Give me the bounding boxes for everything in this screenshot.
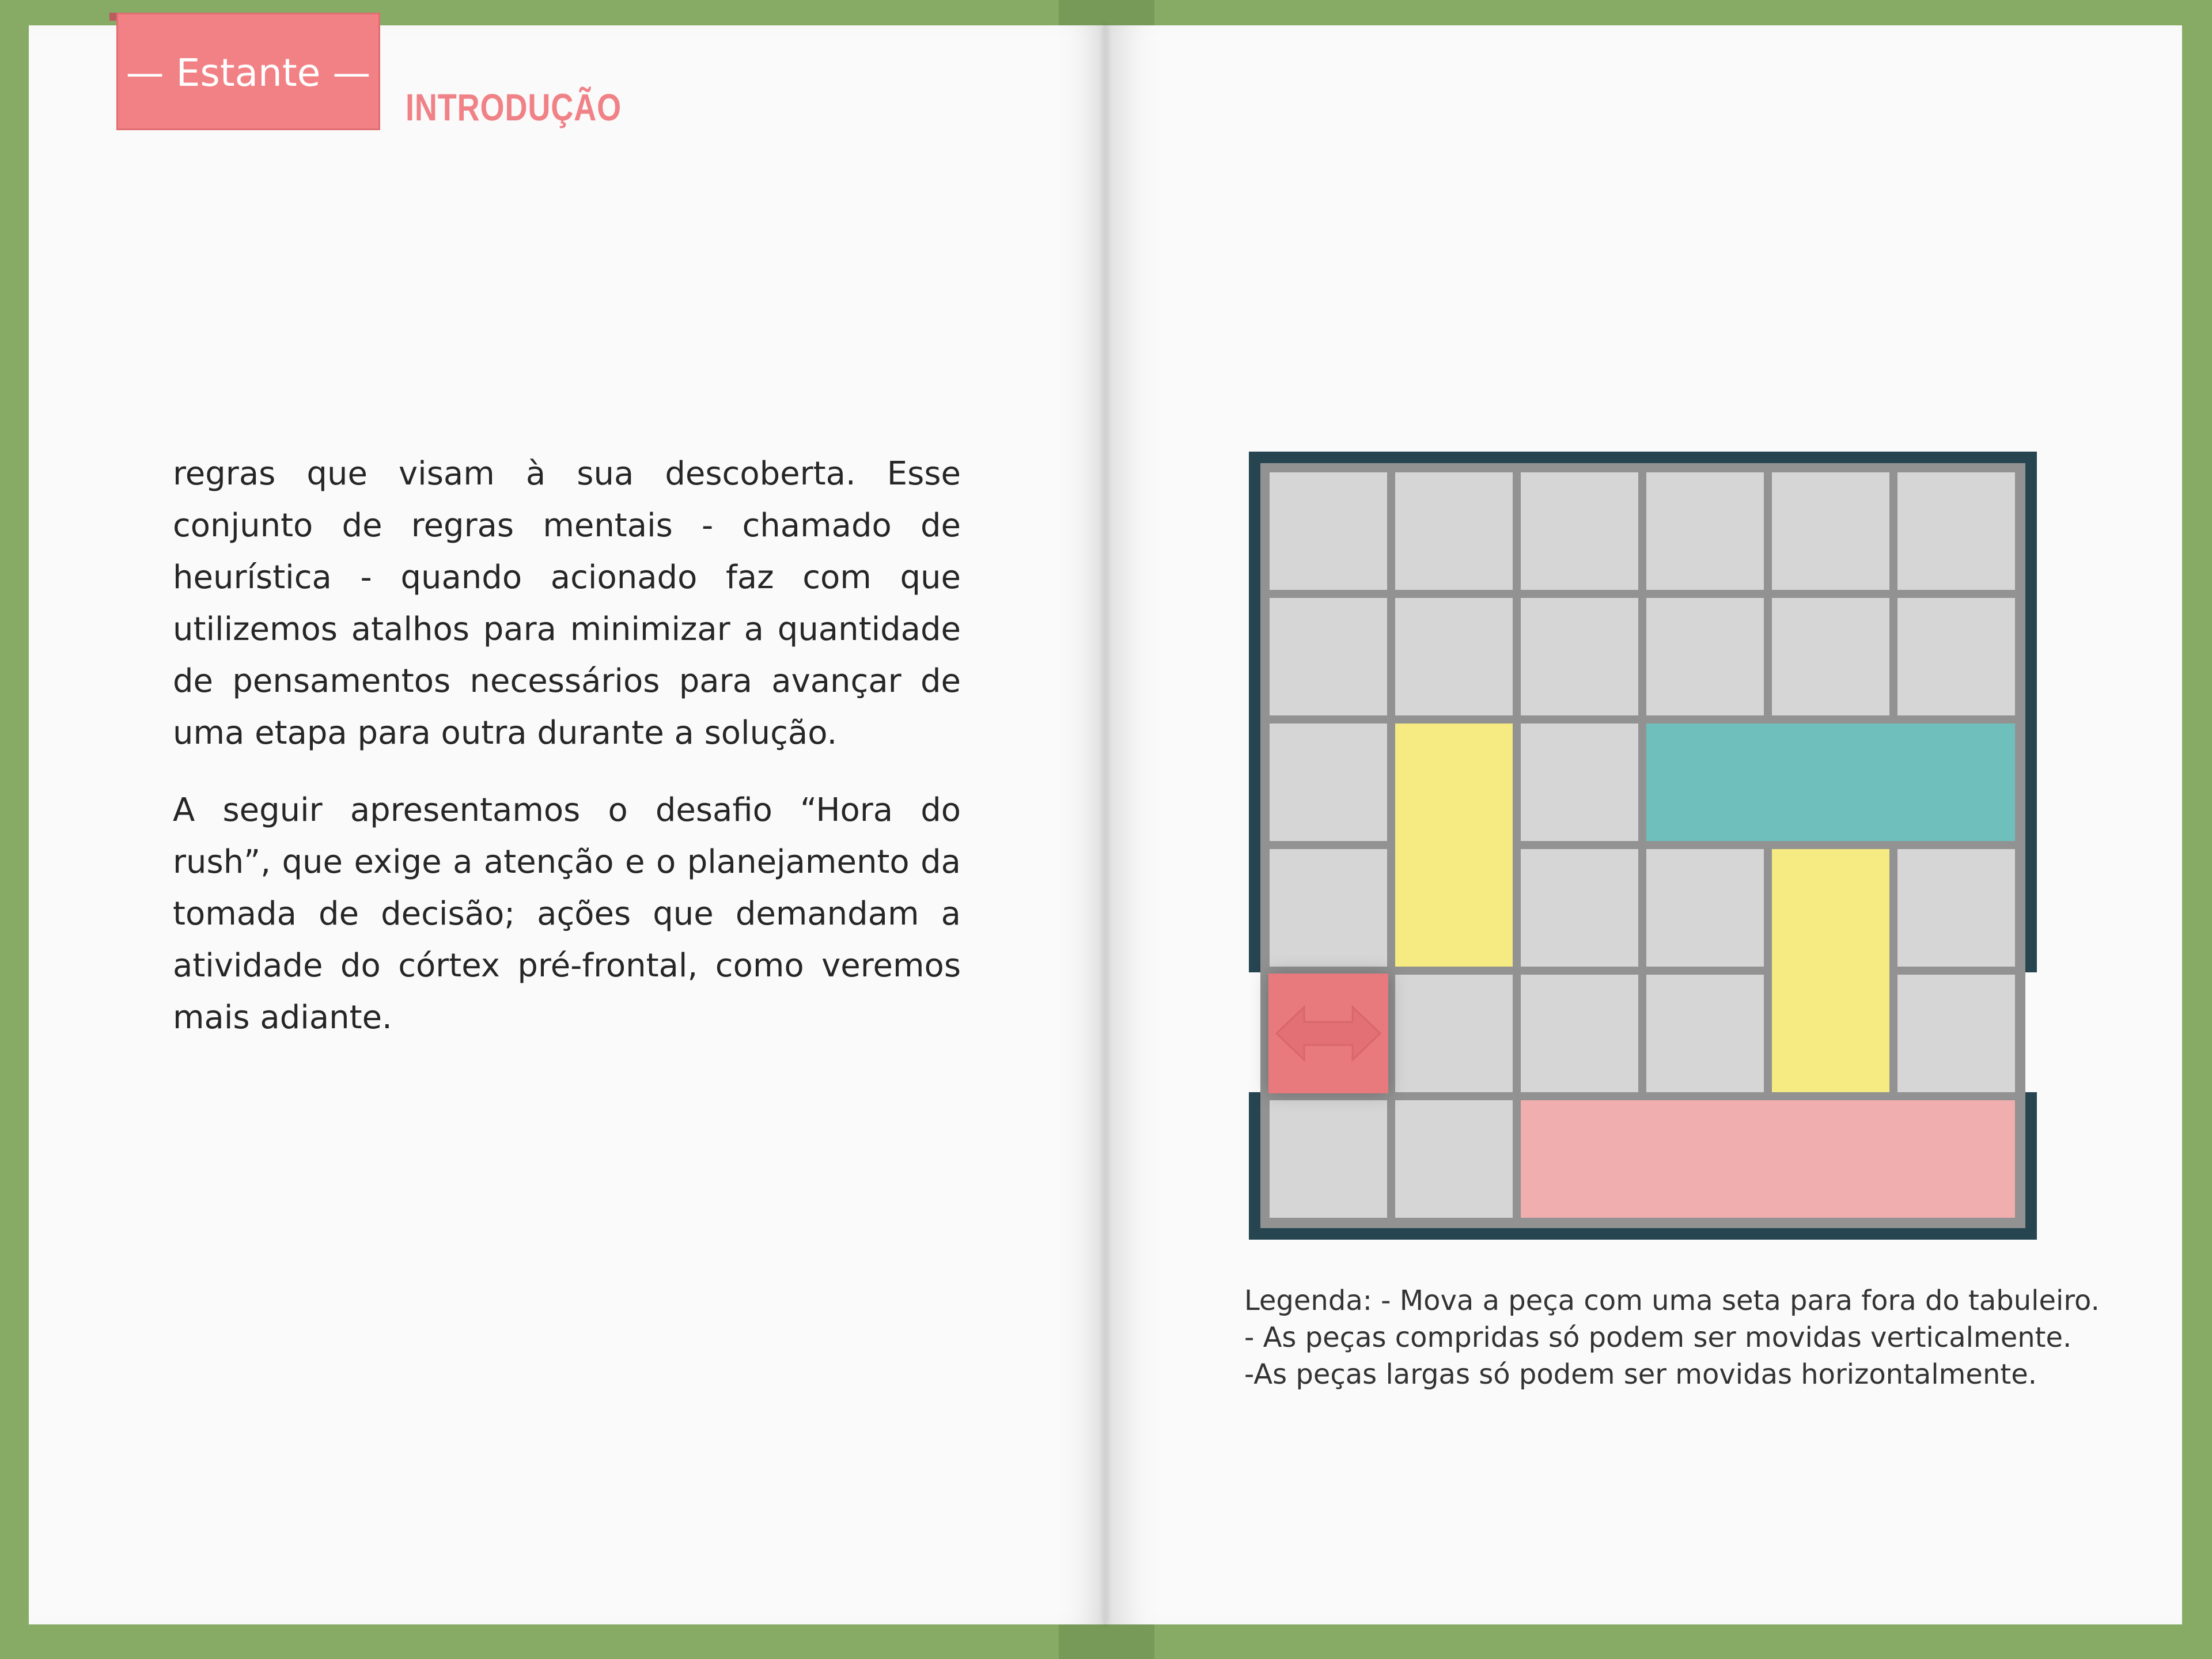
piece-red-target[interactable]	[1268, 974, 1388, 1093]
piece-yellow-vertical-1[interactable]	[1395, 724, 1513, 967]
paragraph-1: regras que visam à sua descoberta. Esse conjunto de regras mentais - chamado de heurística - quando acionado faz com que utilizemos atalhos para minimizar a quantidade de pensamentos necessários para avançar de uma etapa para outra durante a solução.	[173, 455, 961, 752]
piece-teal-horizontal[interactable]	[1646, 724, 2015, 841]
legend-line-3: -As peças largas só podem ser movidas horizontalmente.	[1244, 1358, 2037, 1391]
board-cell	[1395, 975, 1513, 1092]
book-gutter	[1104, 25, 1107, 1624]
section-title: INTRODUÇÃO	[406, 86, 622, 128]
board-cell	[1270, 1100, 1387, 1218]
board-cell	[1521, 724, 1638, 841]
board-cell	[1646, 472, 1764, 590]
board-cell	[1646, 598, 1764, 715]
piece-pink-horizontal[interactable]	[1521, 1100, 2015, 1218]
board-cell	[1646, 849, 1764, 967]
board-cell	[1395, 472, 1513, 590]
board-cell	[1897, 975, 2015, 1092]
board-cell	[1897, 849, 2015, 967]
board-cell	[1772, 472, 1889, 590]
shelf-button[interactable]: — Estante —	[116, 13, 380, 130]
legend-line-1: Legenda: - Mova a peça com uma seta para fora do tabuleiro.	[1244, 1285, 2100, 1317]
legend-line-2: - As peças compridas só podem ser movidas verticalmente.	[1244, 1321, 2072, 1354]
paragraph-2: A seguir apresentamos o desafio “Hora do rush”, que exige a atenção e o planejamento da tomada de decisão; ações que demandam a atividade do córtex pré-frontal, como veremos mais adiante.	[173, 791, 961, 1036]
board-cell	[1897, 598, 2015, 715]
board-cell	[1521, 849, 1638, 967]
board-cell	[1270, 724, 1387, 841]
board-cell	[1772, 598, 1889, 715]
legend	[1244, 1282, 2108, 1393]
board-cell	[1270, 472, 1387, 590]
board-cell	[1270, 598, 1387, 715]
board-cell	[1521, 598, 1638, 715]
double-arrow-icon	[1268, 974, 1388, 1093]
board-cell	[1395, 1100, 1513, 1218]
board-cell	[1270, 849, 1387, 967]
board-cell	[1646, 975, 1764, 1092]
piece-yellow-vertical-2[interactable]	[1772, 849, 1889, 1092]
board-cell	[1521, 975, 1638, 1092]
body-text	[173, 448, 961, 1069]
board-cell	[1395, 598, 1513, 715]
board-cell	[1521, 472, 1638, 590]
board-cell	[1897, 472, 2015, 590]
